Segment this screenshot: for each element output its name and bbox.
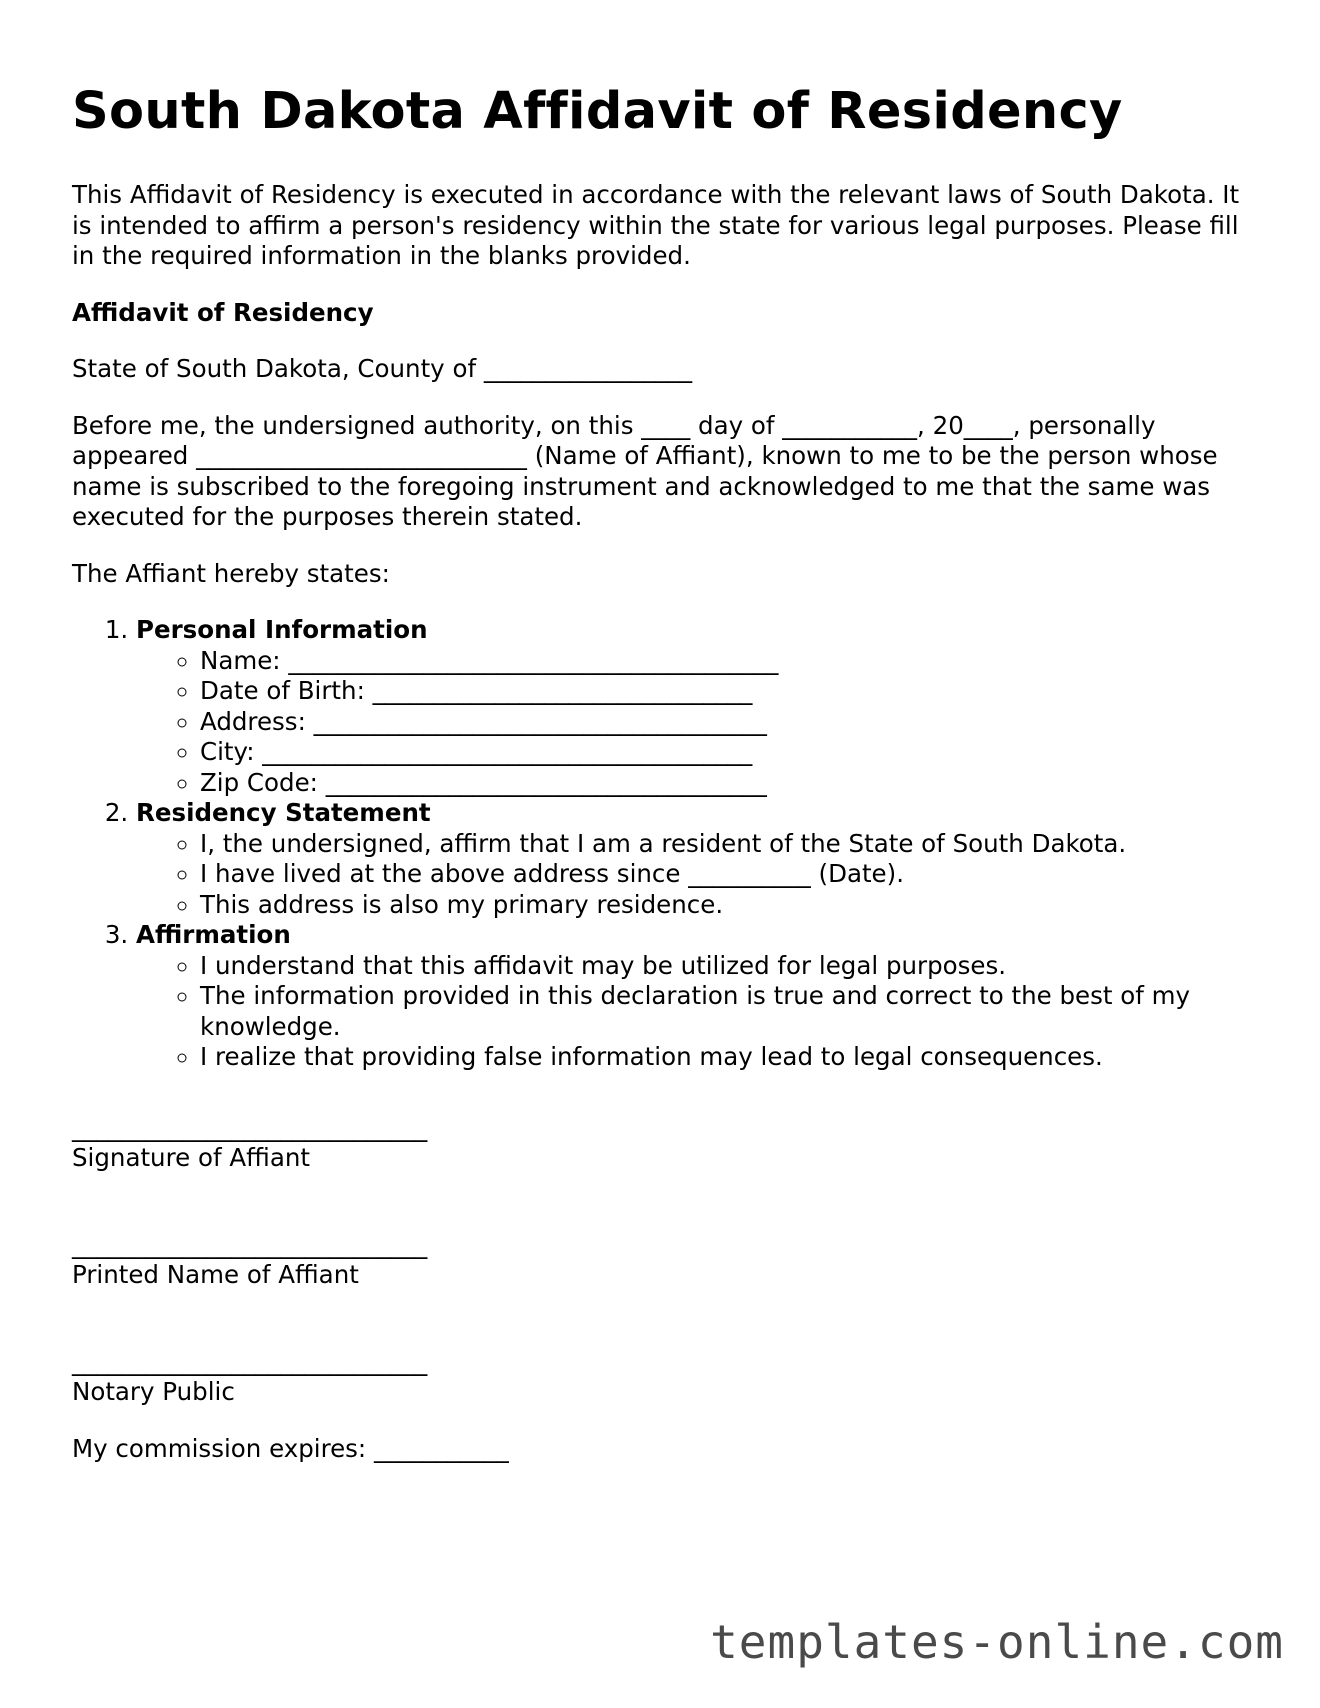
watermark: templates-online.com (710, 1615, 1284, 1669)
item-title: Residency Statement (136, 798, 431, 827)
signature-block (72, 1113, 1262, 1465)
county-line: State of South Dakota, County of _________________ (72, 354, 693, 383)
signature-affiant (72, 1113, 1262, 1174)
sub-list (136, 951, 1262, 1073)
sub-list (136, 646, 1262, 799)
list-item: ◦ I realize that providing false information may lead to legal consequences. (200, 1042, 1262, 1073)
printed-name-affiant (72, 1230, 1262, 1291)
list-item: ◦ I have lived at the above address since __________ (Date). (200, 859, 1262, 890)
signature-line: _____________________________ (72, 1112, 428, 1142)
document-title: South Dakota Affidavit of Residency (72, 82, 1123, 141)
commission-expires: My commission expires: ___________ (72, 1433, 509, 1463)
list-item: ◦ Date of Birth: _______________________________ (200, 676, 1262, 707)
item-title: Affirmation (136, 920, 291, 949)
list-item: ◦ Zip Code: ____________________________________ (200, 768, 1262, 799)
affiant-states: The Affiant hereby states: (72, 558, 390, 588)
before-me-paragraph: Before me, the undersigned authority, on this ____ day of ___________, 20____, personally appeared ___________________________ (Name of Affiant), known to me to be the person whose name is subscribed to the foregoing instrument and acknowledged to me that the same was executed for the purposes therein stated. (72, 410, 1218, 531)
item-title: Personal Information (136, 615, 428, 644)
section-heading: Affidavit of Residency (72, 297, 374, 327)
statement-list (72, 615, 1262, 1073)
sub-list (136, 829, 1262, 921)
signature-line: _____________________________ (72, 1346, 428, 1376)
list-item: ◦ The information provided in this declaration is true and correct to the best of my knowledge. (200, 981, 1262, 1042)
signature-line: _____________________________ (72, 1229, 428, 1259)
signature-label: Notary Public (72, 1377, 235, 1406)
list-item-affirmation (136, 920, 1262, 1073)
signature-label: Signature of Affiant (72, 1143, 310, 1172)
intro-paragraph: This Affidavit of Residency is executed in accordance with the relevant laws of South Dakota. It is intended to affirm a person's residency within the state for various legal purposes. Please fill in the required information in the blanks provided. (72, 180, 1240, 270)
list-item: ◦ Name: ________________________________________ (200, 646, 1262, 677)
list-item-residency-statement (136, 798, 1262, 920)
signature-label: Printed Name of Affiant (72, 1260, 359, 1289)
list-item: ◦ City: ________________________________________ (200, 737, 1262, 768)
document-page (72, 82, 1262, 1490)
list-item: ◦ Address: _____________________________________ (200, 707, 1262, 738)
notary-public (72, 1347, 1262, 1408)
list-item: ◦ This address is also my primary residence. (200, 890, 1262, 921)
list-item-personal-information (136, 615, 1262, 798)
list-item: ◦ I understand that this affidavit may be utilized for legal purposes. (200, 951, 1262, 982)
list-item: ◦ I, the undersigned, affirm that I am a resident of the State of South Dakota. (200, 829, 1262, 860)
